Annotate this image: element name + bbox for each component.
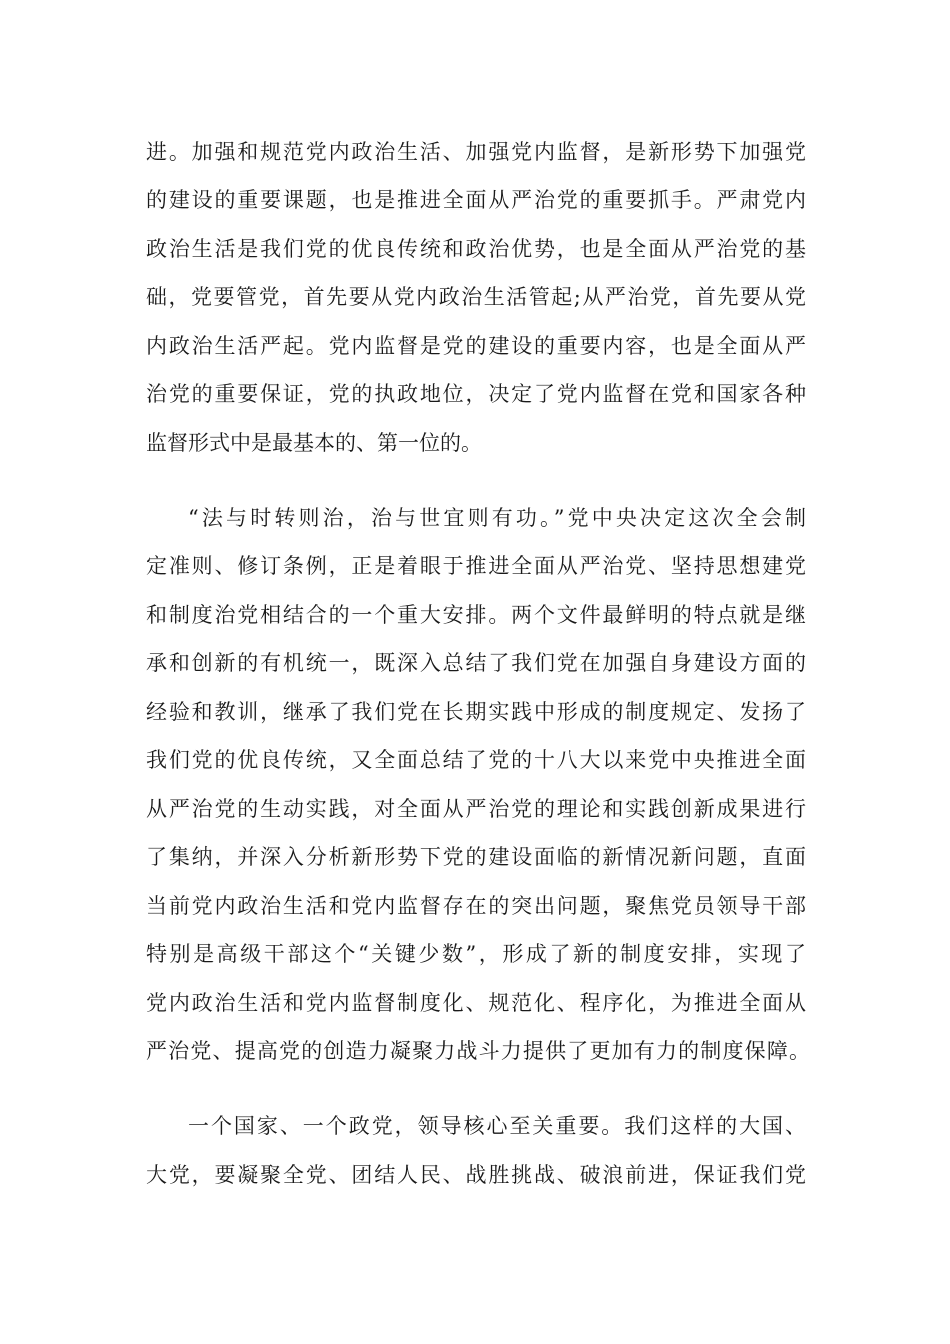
text-line: 政治生活是我们党的优良传统和政治优势，也是全面从严治党的基 <box>146 237 806 261</box>
text-line: 当前党内政治生活和党内监督存在的突出问题，聚焦党员领导干部 <box>146 894 806 918</box>
text-line: 治党的重要保证，党的执政地位，决定了党内监督在党和国家各种 <box>146 382 806 406</box>
text-line: 定准则、修订条例，正是着眼于推进全面从严治党、坚持思想建党 <box>146 554 806 578</box>
text-line: 特别是高级干部这个“关键少数”，形成了新的制度安排，实现了 <box>146 942 806 966</box>
text-line: 一个国家、一个政党，领导核心至关重要。我们这样的大国、 <box>188 1114 806 1138</box>
text-line: “法与时转则治，治与世宜则有功。”党中央决定这次全会制 <box>188 506 806 530</box>
text-line: 经验和教训，继承了我们党在长期实践中形成的制度规定、发扬了 <box>146 700 806 724</box>
text-line: 和制度治党相结合的一个重大安排。两个文件最鲜明的特点就是继 <box>146 603 806 627</box>
text-line: 大党，要凝聚全党、团结人民、战胜挑战、破浪前进，保证我们党 <box>146 1163 806 1187</box>
text-line: 我们党的优良传统，又全面总结了党的十八大以来党中央推进全面 <box>146 748 806 772</box>
text-line: 了集纳，并深入分析新形势下党的建设面临的新情况新问题，直面 <box>146 845 806 869</box>
text-line: 从严治党的生动实践，对全面从严治党的理论和实践创新成果进行 <box>146 797 806 821</box>
text-line: 进。加强和规范党内政治生活、加强党内监督，是新形势下加强党 <box>146 140 806 164</box>
text-line: 础，党要管党，首先要从党内政治生活管起;从严治党，首先要从党 <box>146 285 806 309</box>
text-line: 承和创新的有机统一，既深入总结了我们党在加强自身建设方面的 <box>146 651 806 675</box>
text-line: 监督形式中是最基本的、第一位的。 <box>146 431 482 455</box>
text-line: 的建设的重要课题，也是推进全面从严治党的重要抓手。严肃党内 <box>146 188 806 212</box>
text-line: 内政治生活严起。党内监督是党的建设的重要内容，也是全面从严 <box>146 334 806 358</box>
text-line: 严治党、提高党的创造力凝聚力战斗力提供了更加有力的制度保障。 <box>146 1039 810 1063</box>
text-line: 党内政治生活和党内监督制度化、规范化、程序化，为推进全面从 <box>146 991 806 1015</box>
